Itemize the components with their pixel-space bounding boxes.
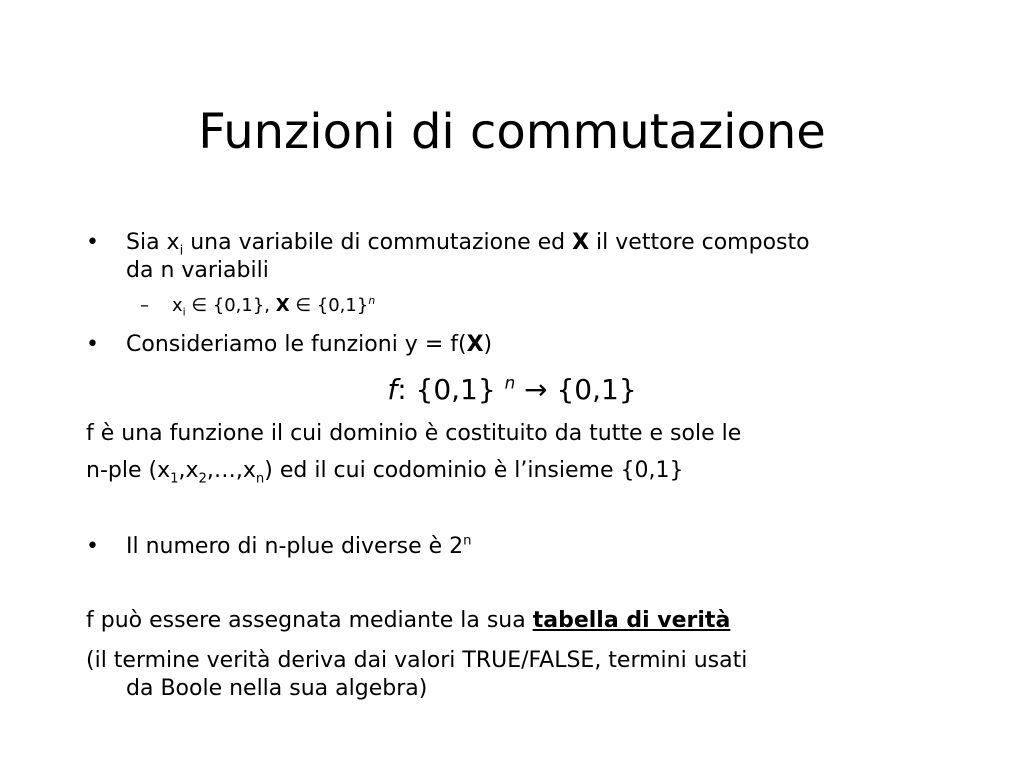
text: ∈ {0,1},: [185, 295, 276, 316]
text: → {0,1}: [515, 373, 637, 406]
vector-symbol: X: [572, 230, 590, 255]
bullet-1-line-2: da n variabili: [126, 258, 269, 283]
superscript: n: [504, 372, 516, 393]
subscript: i: [179, 243, 184, 259]
text: f può essere assegnata mediante la sua: [86, 608, 533, 633]
bullet-3-line: [126, 533, 472, 561]
paragraph-4-line-1: (il termine verità deriva dai valori TRUE/FALSE, termini usati: [86, 648, 748, 673]
superscript: n: [463, 533, 472, 549]
vector-symbol: X: [275, 295, 290, 316]
text: ,x: [178, 458, 199, 483]
truth-table-term: tabella di verità: [532, 608, 731, 633]
text: Sia x: [126, 230, 180, 255]
sub-bullet-marker: –: [140, 295, 149, 316]
text: ): [483, 332, 493, 357]
text: ∈ {0,1}: [289, 295, 369, 316]
text: Il numero di n-plue diverse è 2: [126, 534, 464, 559]
function-formula: [0, 373, 1024, 407]
text: : {0,1}: [397, 373, 505, 406]
text: n-ple (x: [86, 458, 171, 483]
text: ,…,x: [206, 458, 256, 483]
superscript: n: [368, 294, 376, 307]
text: una variabile di commutazione ed: [183, 230, 573, 255]
paragraph-3: [86, 607, 730, 635]
paragraph-2: [86, 457, 683, 485]
subscript: n: [255, 471, 265, 487]
bullet-1-line-1: [126, 229, 810, 257]
paragraph-1: f è una funzione il cui dominio è costituito da tutte e sole le: [86, 421, 742, 446]
paragraph-4-line-2: da Boole nella sua algebra): [126, 676, 428, 701]
subscript: 1: [170, 471, 179, 487]
function-symbol: f: [387, 373, 398, 406]
bullet-marker: •: [86, 534, 99, 559]
text: Consideriamo le funzioni y = f(: [126, 332, 467, 357]
text: x: [172, 295, 183, 316]
subscript: 2: [198, 471, 207, 487]
subscript: i: [182, 305, 186, 319]
text: ) ed il cui codominio è l’insieme {0,1}: [264, 458, 684, 483]
slide-title: Funzioni di commutazione: [198, 104, 826, 160]
bullet-2-line: [126, 331, 492, 359]
vector-symbol: X: [466, 332, 484, 357]
text: il vettore composto: [589, 230, 810, 255]
bullet-marker: •: [86, 332, 99, 357]
sub-bullet-line: [172, 294, 375, 318]
bullet-marker: •: [86, 230, 99, 255]
